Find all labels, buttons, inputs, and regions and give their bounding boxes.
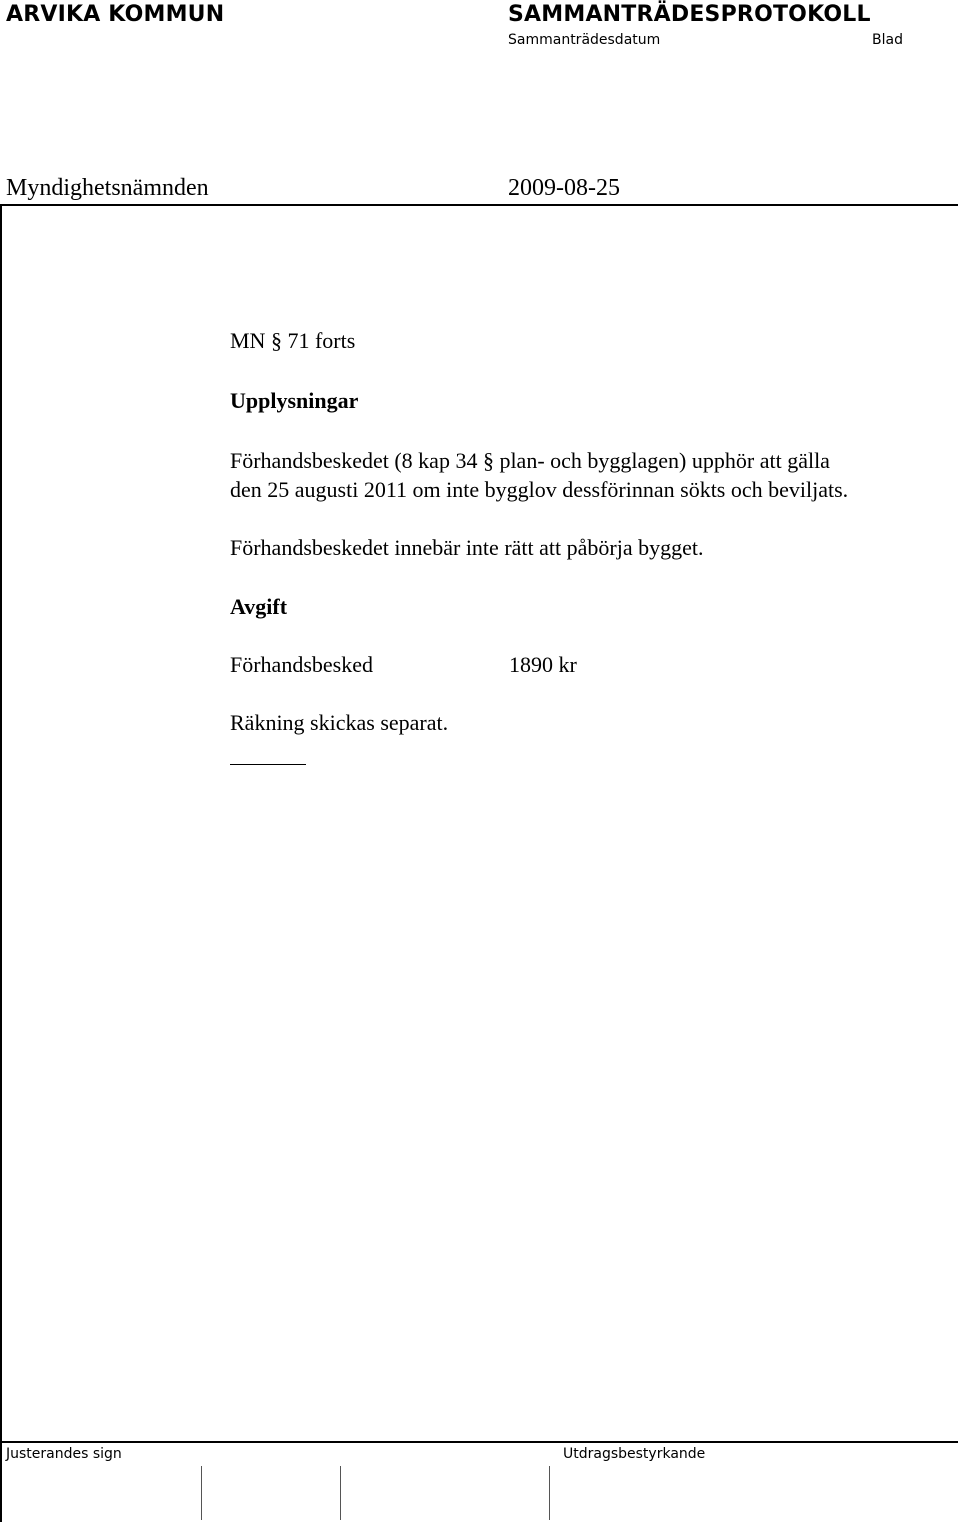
committee-name: Myndighetsnämnden (6, 175, 209, 201)
meeting-date-label: Sammanträdesdatum (508, 32, 661, 48)
signature-box-divider (549, 1466, 550, 1520)
section-reference: MN § 71 forts (230, 328, 356, 353)
invoice-note: Räkning skickas separat. (230, 710, 449, 735)
signature-box-divider (201, 1466, 202, 1520)
document-type: SAMMANTRÄDESPROTOKOLL (508, 2, 871, 27)
extract-certifier-label: Utdragsbestyrkande (563, 1446, 706, 1462)
fee-amount: 1890 kr (509, 652, 577, 677)
fee-label: Förhandsbesked (230, 652, 373, 677)
page-label: Blad (872, 32, 903, 48)
header-divider (0, 204, 958, 206)
paragraph-validity-line-1: Förhandsbeskedet (8 kap 34 § plan- och bygglagen) upphör att gälla (230, 448, 830, 473)
adjuster-sign-label: Justerandes sign (6, 1446, 122, 1462)
heading-information: Upplysningar (230, 388, 359, 413)
meeting-date: 2009-08-25 (508, 175, 620, 201)
heading-fee: Avgift (230, 594, 288, 619)
organization-name: ARVIKA KOMMUN (6, 2, 225, 27)
left-margin-line (0, 204, 2, 1522)
paragraph-validity-line-2: den 25 augusti 2011 om inte bygglov dessförinnan sökts och beviljats. (230, 477, 849, 502)
footer-divider (0, 1441, 958, 1443)
section-end-rule (230, 764, 306, 765)
signature-box-divider (340, 1466, 341, 1520)
paragraph-validity (230, 446, 848, 504)
paragraph-no-start-right: Förhandsbeskedet innebär inte rätt att påbörja bygget. (230, 535, 704, 560)
